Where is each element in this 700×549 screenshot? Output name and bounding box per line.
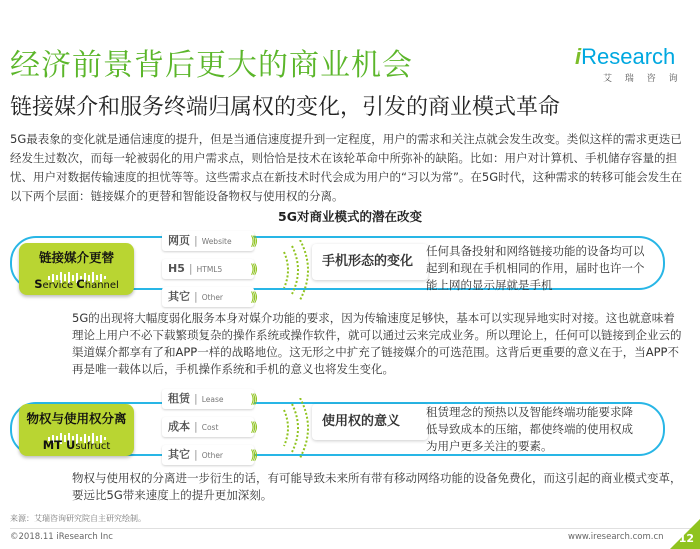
signal-waves-icon: ))) <box>250 234 256 248</box>
signal-waves-icon: ))) <box>250 290 256 304</box>
chip-other: 其它 | Other <box>162 445 254 465</box>
row1-label-box <box>19 243 134 295</box>
logo-wordmark: iResearch <box>575 44 676 69</box>
footer-divider <box>10 528 692 529</box>
row1-paragraph: 5G的出现将大幅度弱化服务本身对媒介功能的要求，因为传输速度足够快，基本可以实现异地实时对接。这也就意味着理论上用户不必下载繁琐复杂的操作系统或操作软件，就可以通过云来完成业务。所以理论上，任何可以链接到企业云的渠道媒介都享有了和APP一样的战略地位。这无形之中扩充了链接媒介的可选范围。这背后更重要的意义在于，当APP不再是唯一载体以后，手机操作系统和手机的意义也将发生变化。 <box>72 311 682 376</box>
signal-waves-icon: ))) <box>250 420 256 434</box>
website-url: www.iresearch.com.cn <box>568 532 664 542</box>
chip-cost: 成本 | Cost <box>162 417 254 437</box>
page-subtitle: 链接媒介和服务终端归属权的变化，引发的商业模式革命 <box>10 95 561 120</box>
row2-label: 物权与使用权分离 <box>26 411 127 426</box>
row1-label: 链接媒介更替 <box>38 250 114 265</box>
chip-html5: H5 | HTML5 <box>162 259 254 279</box>
row2-label-box <box>19 404 134 456</box>
row2-paragraph: 物权与使用权的分离进一步衍生的话，有可能导致未来所有带有移动网络功能的设备免费化，而这引起的商业模式变革，要远比5G带来速度上的提升更加深刻。 <box>72 471 682 502</box>
row1-label-en: Service Channel <box>34 277 119 291</box>
logo-subtitle: 艾 瑞 咨 询 <box>603 74 683 84</box>
signal-waves-icon: ))) <box>250 448 256 462</box>
row2-center-label: 使用权的意义 <box>312 404 428 440</box>
copyright: ©2018.11 iResearch Inc <box>10 532 113 542</box>
broadcast-arcs-icon <box>276 398 316 458</box>
chip-other: 其它 | Other <box>162 287 254 307</box>
row1-description: 任何具备投射和网络链接功能的设备均可以起到和现在手机相同的作用，届时也许一个能上网的显示屏就是手机 <box>426 244 645 292</box>
iresearch-logo <box>575 44 687 84</box>
chip-lease: 租赁 | Lease <box>162 389 254 409</box>
signal-waves-icon: ))) <box>250 262 256 276</box>
row1-center-label: 手机形态的变化 <box>312 244 428 280</box>
diagram-title: 5G对商业模式的潜在改变 <box>278 209 422 224</box>
row2-description: 租赁理念的预热以及智能终端功能要求降低导致成本的压缩，都使终端的使用权成为用户更多关注的要素。 <box>426 405 633 453</box>
chip-website: 网页 | Website <box>162 231 254 251</box>
source-note: 来源：艾瑞咨询研究院自主研究绘制。 <box>10 514 146 523</box>
page-title: 经济前景背后更大的商业机会 <box>10 48 413 83</box>
page-number: 12 <box>678 532 694 545</box>
broadcast-arcs-icon <box>276 240 316 300</box>
intro-paragraph: 5G最表象的变化就是通信速度的提升，但是当通信速度提升到一定程度，用户的需求和关注点就会发生改变。类似这样的需求更迭已经发生过数次，而每一轮被弱化的用户需求点，则恰恰是技术在该轮革命中所弥补的缺陷。比如：用户对计算机、手机储存容量的担忧、用户对数据传输速度的担忧等等。这些需求点在新技术时代会成为用户的“习以为常”。在5G时代，这种需求的转移可能会发生在以下两个层面：链接媒介的更替和智能设备物权与使用权的分离。 <box>10 132 683 203</box>
signal-waves-icon: ))) <box>250 392 256 406</box>
row2-label-en: MT Usufruct <box>42 438 111 452</box>
